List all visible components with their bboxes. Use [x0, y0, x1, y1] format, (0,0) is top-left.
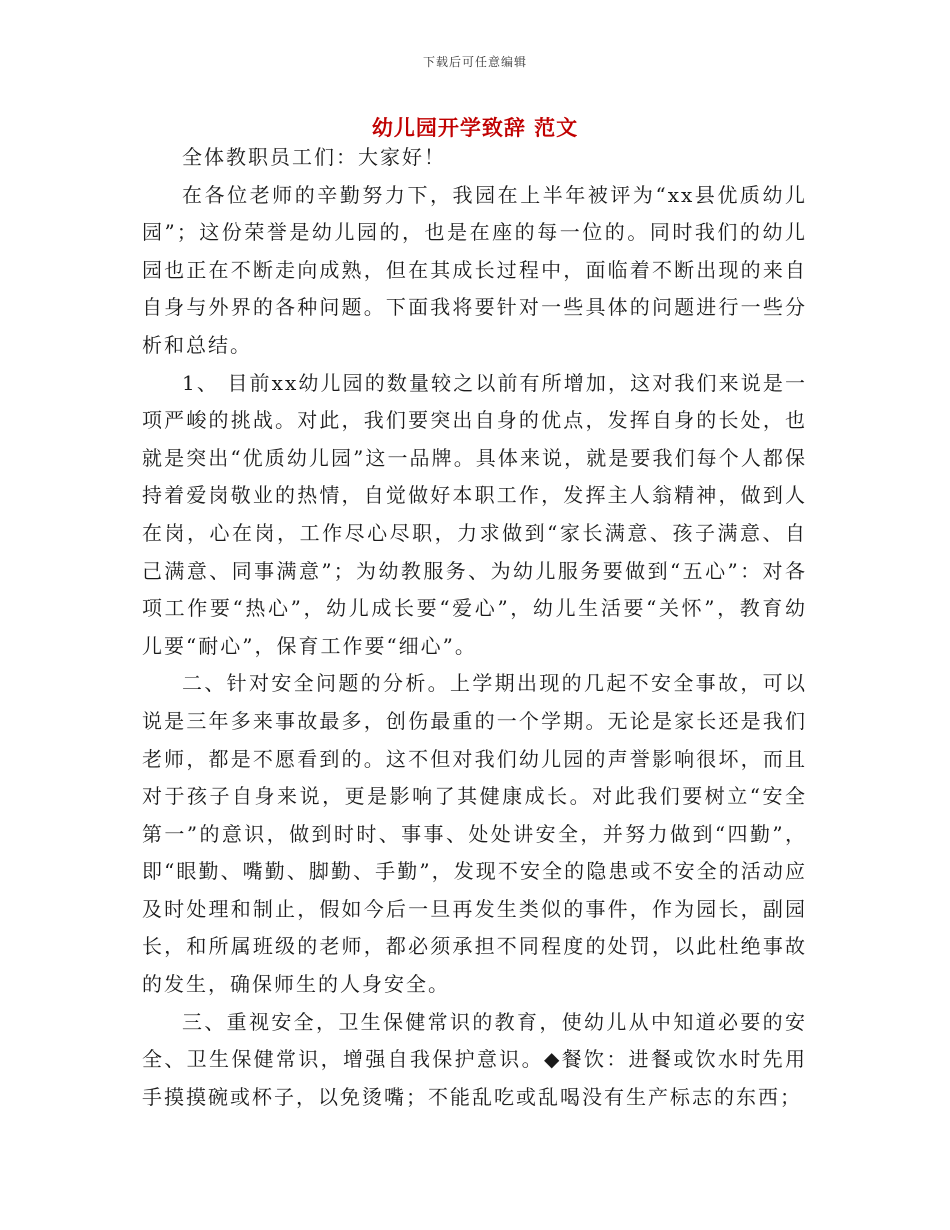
- paragraph-point-2: 二、针对安全问题的分析。上学期出现的几起不安全事故，可以说是三年多来事故最多，创伤最重的一个学期。无论是家长还是我们老师，都是不愿看到的。这不但对我们幼儿园的声誉影响很坏，而且对于孩子自身来说，更是影响了其健康成长。对此我们要树立“安全第一”的意识，做到时时、事事、处处讲安全，并努力做到“四勤”，即“眼勤、嘴勤、脚勤、手勤”，发现不安全的隐患或不安全的活动应及时处理和制止，假如今后一旦再发生类似的事件，作为园长，副园长，和所属班级的老师，都必须承担不同程度的处罚，以此杜绝事故的发生，确保师生的人身安全。: [142, 671, 807, 997]
- document-title: 幼儿园开学致辞 范文: [371, 115, 579, 140]
- paragraph-greeting: 全体教职员工们：大家好！: [182, 145, 446, 169]
- paragraph-point-1: 1、 目前xx幼儿园的数量较之以前有所增加，这对我们来说是一项严峻的挑战。对此，我们要突出自身的优点，发挥自身的长处，也就是突出“优质幼儿园”这一品牌。具体来说，就是要我们每个人都保持着爱岗敬业的热情，自觉做好本职工作，发挥主人翁精神，做到人在岗，心在岗，工作尽心尽职，力求做到“家长满意、孩子满意、自己满意、同事满意”；为幼教服务、为幼儿服务要做到“五心”：对各项工作要“热心”，幼儿成长要“爱心”，幼儿生活要“关怀”，教育幼儿要“耐心”，保育工作要“细心”。: [142, 370, 807, 658]
- paragraph-point-3: 三、重视安全，卫生保健常识的教育，使幼儿从中知道必要的安全、卫生保健常识，增强自我保护意识。◆餐饮：进餐或饮水时先用手摸摸碗或杯子，以免烫嘴；不能乱吃或乱喝没有生产标志的东西；: [142, 1009, 807, 1109]
- paragraph-intro: 在各位老师的辛勤努力下，我园在上半年被评为“xx县优质幼儿园”；这份荣誉是幼儿园的，也是在座的每一位的。同时我们的幼儿园也正在不断走向成熟，但在其成长过程中，面临着不断出现的来自自身与外界的各种问题。下面我将要针对一些具体的问题进行一些分析和总结。: [142, 182, 807, 357]
- page-header-note: 下载后可任意编辑: [422, 55, 527, 69]
- document-body: [142, 139, 807, 1116]
